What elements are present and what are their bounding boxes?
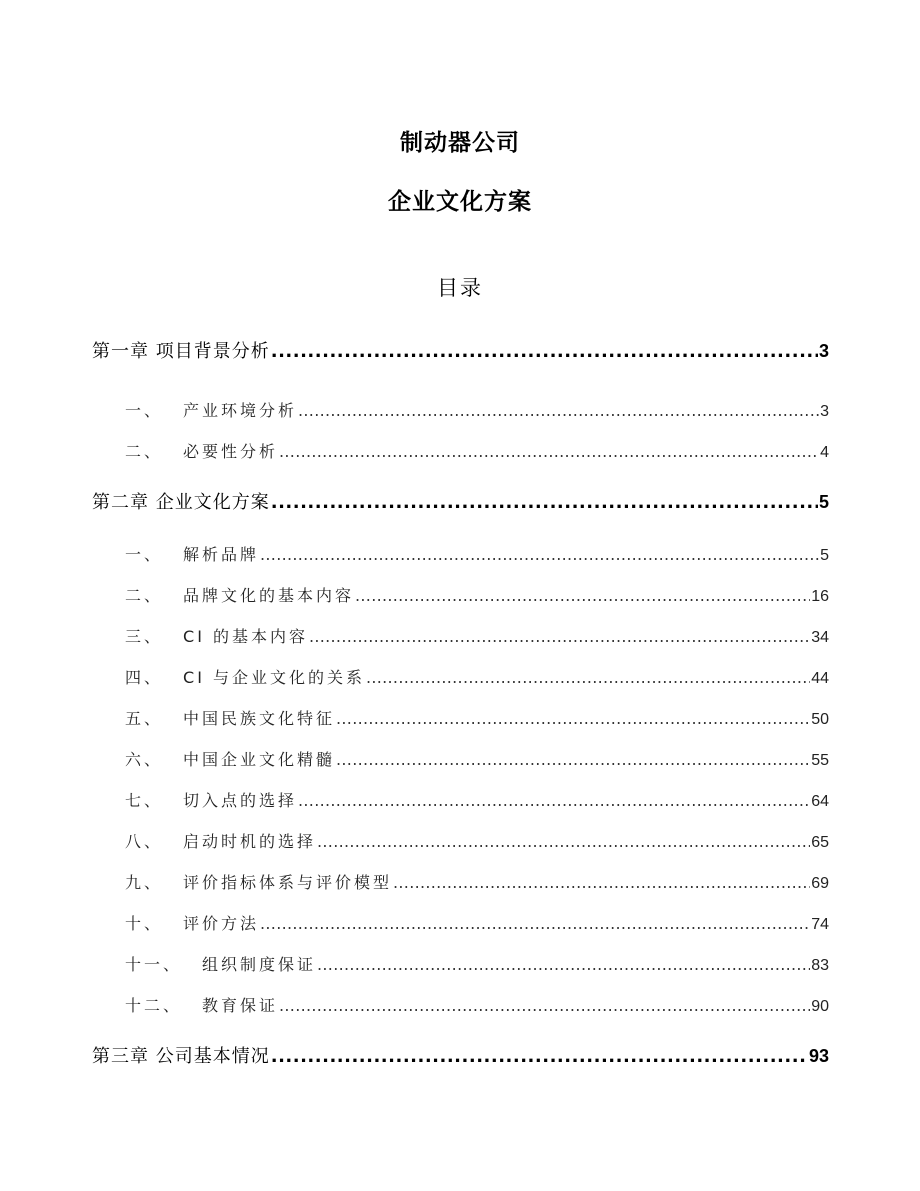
toc-entry-number: 二、 (125, 586, 164, 605)
toc-entry-label: 启动时机的选择 (183, 832, 317, 851)
toc-page-number: 44 (811, 670, 829, 687)
toc-page-number: 34 (811, 629, 829, 646)
toc-entry-label: CI 的基本内容 (183, 627, 308, 646)
toc-entry[interactable] (125, 665, 829, 688)
toc-page-number: 16 (811, 588, 829, 605)
toc-page-number: 93 (808, 1046, 829, 1066)
toc-entry-number: 八、 (125, 832, 164, 851)
toc-page-number: 65 (811, 834, 829, 851)
toc-page-number: 3 (818, 341, 829, 361)
toc-leader-dots (355, 586, 810, 605)
toc-entry-label: 必要性分析 (183, 442, 279, 461)
toc-entry-label: 产业环境分析 (183, 401, 298, 420)
document-title: 制动器公司 (400, 130, 520, 156)
toc-entry-number: 九、 (125, 873, 164, 892)
toc-leader-dots (298, 791, 810, 810)
toc-entry-label: 教育保证 (202, 996, 279, 1015)
toc-page-number: 69 (811, 875, 829, 892)
toc-entry[interactable] (125, 398, 829, 421)
toc-leader-dots (260, 914, 810, 933)
toc-entry-number: 四、 (125, 668, 164, 687)
toc-chapter-label: 第二章 企业文化方案 (92, 492, 270, 513)
toc-page-number: 4 (820, 444, 829, 461)
toc-entry-label: 中国企业文化精髓 (183, 750, 336, 769)
toc-chapter-2[interactable] (92, 488, 829, 514)
toc-leader-dots (366, 668, 810, 687)
toc-chapter-label: 第三章 公司基本情况 (92, 1046, 270, 1067)
toc-entry-number: 十、 (125, 914, 164, 933)
toc-entry[interactable] (125, 829, 829, 852)
toc-entry-label: 组织制度保证 (202, 955, 317, 974)
toc-chapter-label: 第一章 项目背景分析 (92, 341, 270, 362)
document-subtitle: 企业文化方案 (388, 189, 532, 215)
toc-leader-dots (271, 341, 818, 362)
toc-leader-dots (298, 401, 819, 420)
toc-entry[interactable] (125, 870, 829, 893)
toc-page-number: 83 (811, 957, 829, 974)
toc-entry-number: 一、 (125, 545, 164, 564)
toc-leader-dots (271, 492, 818, 513)
toc-leader-dots (271, 1046, 808, 1067)
toc-page-number: 74 (811, 916, 829, 933)
toc-heading: 目录 (437, 276, 483, 300)
toc-chapter-1[interactable] (92, 337, 829, 363)
toc-page-number: 5 (820, 547, 829, 564)
toc-entry[interactable] (125, 542, 829, 565)
toc-page-number: 90 (811, 998, 829, 1015)
toc-page-number: 5 (818, 492, 829, 512)
toc-leader-dots (336, 709, 810, 728)
toc-leader-dots (279, 996, 810, 1015)
toc-entry[interactable] (125, 952, 829, 975)
toc-leader-dots (393, 873, 810, 892)
toc-page-number: 64 (811, 793, 829, 810)
toc-entry-label: 品牌文化的基本内容 (183, 586, 355, 605)
toc-entry[interactable] (125, 706, 829, 729)
toc-entry-label: 切入点的选择 (183, 791, 298, 810)
toc-entry-number: 二、 (125, 442, 164, 461)
toc-entry-label: 解析品牌 (183, 545, 260, 564)
toc-entry[interactable] (125, 747, 829, 770)
toc-entry-label: 评价方法 (183, 914, 260, 933)
toc-entry-number: 十二、 (125, 996, 183, 1015)
toc-entry-number: 七、 (125, 791, 164, 810)
toc-entry-label: CI 与企业文化的关系 (183, 668, 365, 687)
toc-chapter-3[interactable] (92, 1042, 829, 1068)
toc-leader-dots (279, 442, 819, 461)
toc-entry-number: 一、 (125, 401, 164, 420)
toc-entry-number: 六、 (125, 750, 164, 769)
toc-leader-dots (317, 832, 810, 851)
toc-page-number: 3 (820, 403, 829, 420)
toc-entry[interactable] (125, 911, 829, 934)
toc-entry[interactable] (125, 624, 829, 647)
toc-leader-dots (309, 627, 810, 646)
toc-entry-label: 中国民族文化特征 (183, 709, 336, 728)
toc-leader-dots (317, 955, 810, 974)
toc-page-number: 50 (811, 711, 829, 728)
toc-entry[interactable] (125, 993, 829, 1016)
toc-entry-label: 评价指标体系与评价模型 (183, 873, 393, 892)
toc-page-number: 55 (811, 752, 829, 769)
toc-entry[interactable] (125, 583, 829, 606)
toc-entry-number: 十一、 (125, 955, 183, 974)
toc-entry[interactable] (125, 439, 829, 462)
toc-leader-dots (336, 750, 810, 769)
toc-entry-number: 五、 (125, 709, 164, 728)
toc-entry[interactable] (125, 788, 829, 811)
toc-entry-number: 三、 (125, 627, 164, 646)
toc-leader-dots (260, 545, 819, 564)
